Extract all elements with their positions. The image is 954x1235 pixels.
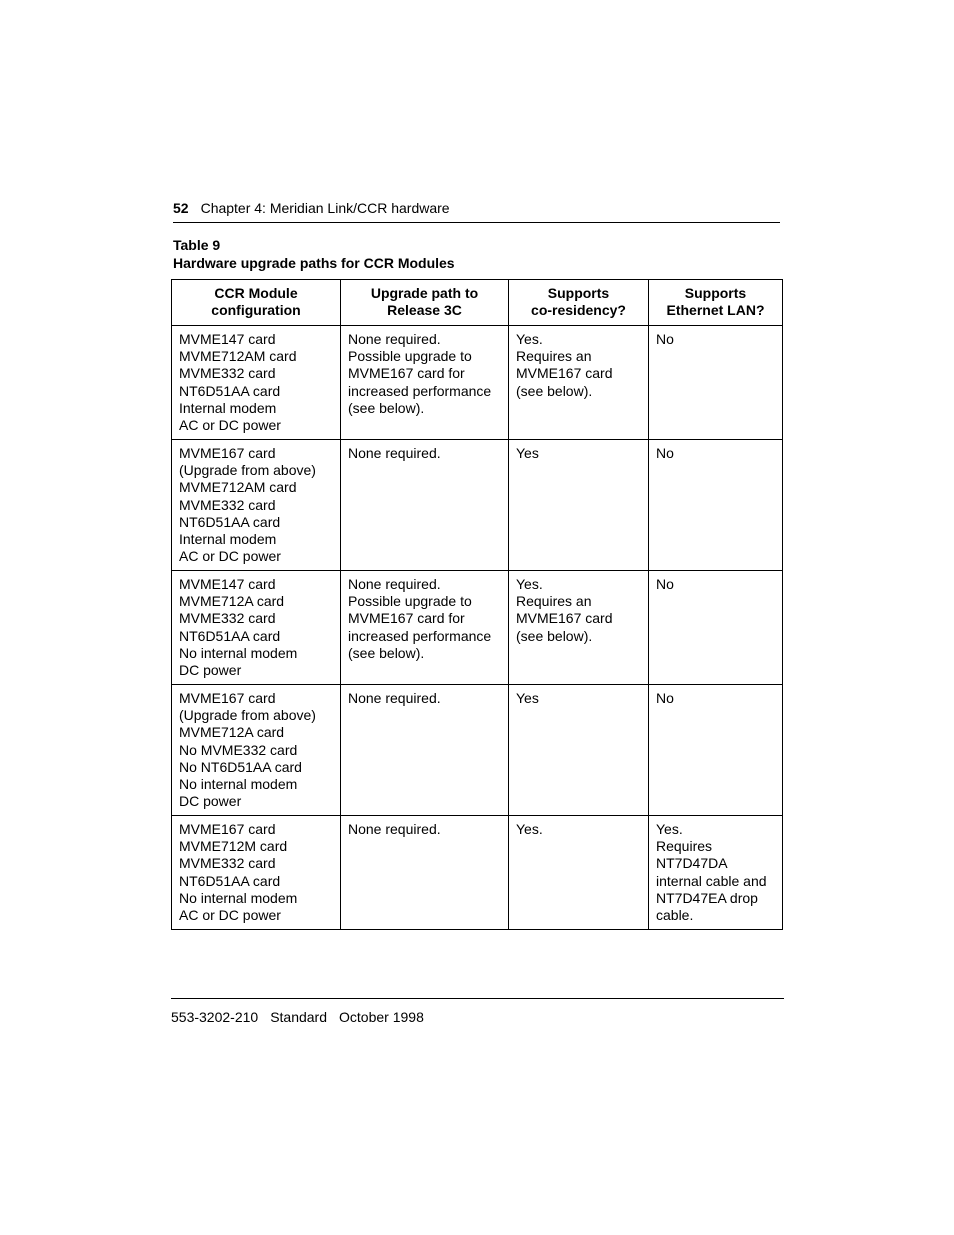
- cell-co-residency: [509, 685, 649, 816]
- cell-line: MVME332 card: [179, 365, 276, 382]
- cell-line: NT6D51AA card: [179, 627, 281, 644]
- cell-upgrade-path: [341, 685, 509, 816]
- cell-line: No internal modem: [179, 776, 298, 793]
- cell-co-residency: [509, 440, 649, 571]
- cell-line: MVME167 card: [516, 365, 613, 382]
- cell-configuration: [172, 685, 341, 816]
- cell-line: AC or DC power: [179, 548, 281, 565]
- cell-line: No internal modem: [179, 644, 298, 661]
- page-header: [173, 200, 780, 223]
- cell-line: MVME712A card: [179, 724, 285, 741]
- page-number: 52: [173, 200, 189, 216]
- cell-upgrade-path: [341, 326, 509, 440]
- table-label: Table 9: [173, 237, 221, 253]
- table-title: Hardware upgrade paths for CCR Modules: [173, 255, 455, 271]
- cell-line: Yes: [516, 445, 539, 461]
- cell-line: NT7D47DA: [656, 855, 728, 872]
- cell-ethernet-lan: [649, 685, 783, 816]
- upgrade-paths-table: [171, 279, 783, 930]
- cell-line: (see below).: [348, 644, 425, 661]
- cell-line: None required.: [348, 331, 441, 347]
- cell-line: (Upgrade from above): [179, 707, 316, 724]
- cell-ethernet-lan: [649, 440, 783, 571]
- cell-line: Requires an: [516, 348, 592, 365]
- cell-ethernet-lan: [649, 326, 783, 440]
- cell-upgrade-path: [341, 571, 509, 685]
- cell-line: AC or DC power: [179, 907, 281, 924]
- table-row: [172, 816, 783, 930]
- page-footer: [171, 998, 784, 1025]
- chapter-title: Chapter 4: Meridian Link/CCR hardware: [200, 200, 450, 216]
- cell-configuration: [172, 440, 341, 571]
- cell-line: (see below).: [516, 382, 593, 399]
- cell-co-residency: [509, 571, 649, 685]
- cell-line: MVME712M card: [179, 838, 288, 855]
- cell-line: MVME147 card: [179, 331, 276, 347]
- cell-configuration: [172, 571, 341, 685]
- cell-line: increased performance: [348, 627, 492, 644]
- cell-line: cable.: [656, 907, 694, 924]
- cell-line: No: [656, 445, 674, 461]
- cell-line: Yes.: [516, 576, 543, 592]
- cell-line: MVME147 card: [179, 576, 276, 592]
- document-status: Standard: [270, 1009, 328, 1025]
- document-number: 553-3202-210: [171, 1009, 259, 1025]
- cell-line: None required.: [348, 821, 441, 837]
- cell-line: MVME167 card: [179, 445, 276, 461]
- cell-line: No NT6D51AA card: [179, 758, 302, 775]
- cell-line: None required.: [348, 690, 441, 706]
- cell-line: MVME167 card: [179, 821, 276, 837]
- table-row: [172, 440, 783, 571]
- cell-line: MVME712AM card: [179, 479, 297, 496]
- col-header-ethernet-lan: Supports Ethernet LAN?: [649, 280, 783, 326]
- document-date: October 1998: [339, 1009, 424, 1025]
- cell-line: Possible upgrade to: [348, 593, 472, 610]
- cell-upgrade-path: [341, 440, 509, 571]
- cell-line: Yes: [516, 690, 539, 706]
- cell-line: Internal modem: [179, 399, 277, 416]
- cell-line: No: [656, 690, 674, 706]
- cell-line: MVME332 card: [179, 496, 276, 513]
- cell-line: None required.: [348, 576, 441, 592]
- cell-ethernet-lan: [649, 571, 783, 685]
- cell-line: DC power: [179, 662, 242, 679]
- cell-line: No MVME332 card: [179, 741, 298, 758]
- col-header-configuration: CCR Module configuration: [172, 280, 341, 326]
- table-row: [172, 326, 783, 440]
- cell-line: Yes.: [656, 821, 683, 837]
- cell-line: MVME167 card for: [348, 610, 465, 627]
- cell-configuration: [172, 816, 341, 930]
- cell-line: NT6D51AA card: [179, 382, 281, 399]
- cell-line: Requires an: [516, 593, 592, 610]
- cell-line: No: [656, 331, 674, 347]
- cell-configuration: [172, 326, 341, 440]
- cell-line: MVME167 card: [516, 610, 613, 627]
- cell-line: MVME332 card: [179, 610, 276, 627]
- cell-line: (see below).: [348, 399, 425, 416]
- table-body: [172, 326, 783, 930]
- cell-line: (Upgrade from above): [179, 462, 316, 479]
- cell-line: MVME332 card: [179, 855, 276, 872]
- cell-line: None required.: [348, 445, 441, 461]
- cell-line: No: [656, 576, 674, 592]
- table-header-row: [172, 280, 783, 326]
- cell-line: MVME712AM card: [179, 348, 297, 365]
- table-row: [172, 571, 783, 685]
- cell-line: internal cable and: [656, 872, 767, 889]
- col-header-co-residency: Supports co-residency?: [509, 280, 649, 326]
- cell-line: AC or DC power: [179, 417, 281, 434]
- cell-line: Yes.: [516, 821, 543, 837]
- cell-line: NT7D47EA drop: [656, 889, 758, 906]
- cell-line: DC power: [179, 793, 242, 810]
- cell-line: Possible upgrade to: [348, 348, 472, 365]
- cell-line: MVME167 card: [179, 690, 276, 706]
- cell-line: Yes.: [516, 331, 543, 347]
- cell-co-residency: [509, 816, 649, 930]
- cell-line: NT6D51AA card: [179, 872, 281, 889]
- cell-line: Requires: [656, 838, 713, 855]
- cell-line: MVME167 card for: [348, 365, 465, 382]
- cell-line: No internal modem: [179, 889, 298, 906]
- table-caption: [173, 236, 455, 272]
- col-header-upgrade-path: Upgrade path to Release 3C: [341, 280, 509, 326]
- cell-line: increased performance: [348, 382, 492, 399]
- cell-co-residency: [509, 326, 649, 440]
- cell-ethernet-lan: [649, 816, 783, 930]
- cell-line: Internal modem: [179, 531, 277, 548]
- cell-line: NT6D51AA card: [179, 513, 281, 530]
- cell-upgrade-path: [341, 816, 509, 930]
- cell-line: (see below).: [516, 627, 593, 644]
- cell-line: MVME712A card: [179, 593, 285, 610]
- table-row: [172, 685, 783, 816]
